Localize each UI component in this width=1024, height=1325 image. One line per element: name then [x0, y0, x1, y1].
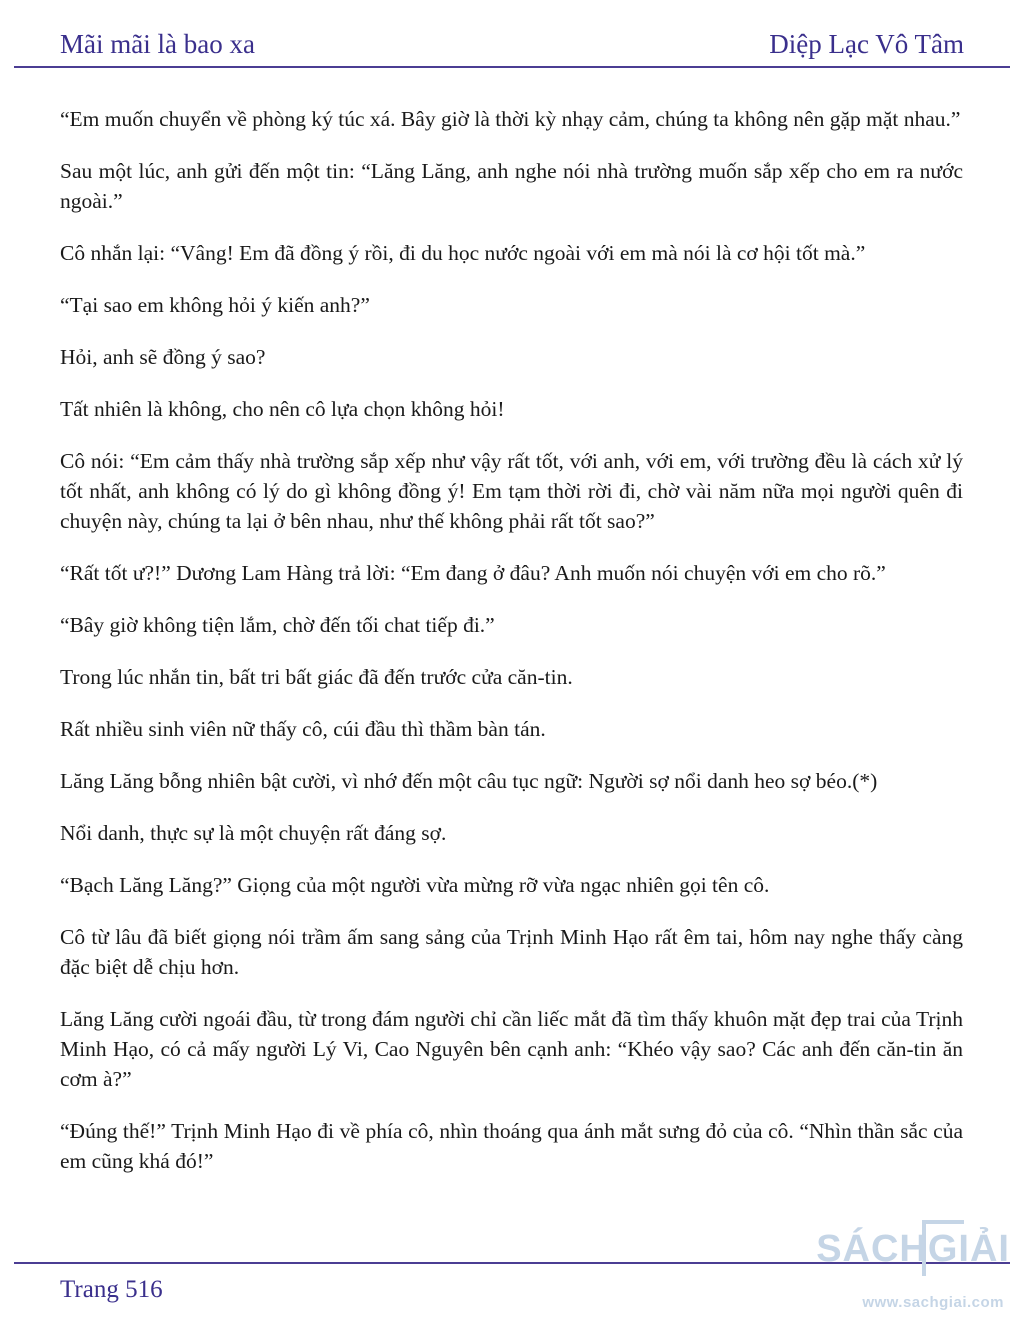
book-title: Mãi mãi là bao xa: [60, 29, 255, 59]
watermark-logo: [816, 1218, 1016, 1318]
paragraph: “Rất tốt ư?!” Dương Lam Hàng trả lời: “Em đang ở đâu? Anh muốn nói chuyện với em cho rõ.”: [60, 561, 886, 585]
paragraph: Sau một lúc, anh gửi đến một tin: “Lăng Lăng, anh nghe nói nhà trường muốn sắp xếp cho em ra nước ngoài.”: [60, 159, 963, 213]
paragraph: Nổi danh, thực sự là một chuyện rất đáng sợ.: [60, 821, 447, 845]
paragraph: Lăng Lăng cười ngoái đầu, từ trong đám người chỉ cần liếc mắt đã tìm thấy khuôn mặt đẹp trai của Trịnh Minh Hạo, có cả mấy người Lý Vi, Cao Nguyên bên cạnh anh: “Khéo vậy sao? Các anh đến căn-tin ăn cơm à?”: [60, 1007, 963, 1091]
page-header: [14, 22, 1010, 68]
paragraph: “Đúng thế!” Trịnh Minh Hạo đi về phía cô, nhìn thoáng qua ánh mắt sưng đỏ của cô. “Nhìn thần sắc của em cũng khá đó!”: [60, 1119, 963, 1173]
page-number: Trang 516: [60, 1276, 163, 1303]
book-author: Diệp Lạc Vô Tâm: [769, 29, 964, 59]
watermark-logo-text: SÁCHGIẢI: [816, 1228, 1010, 1270]
paragraph: “Em muốn chuyển về phòng ký túc xá. Bây giờ là thời kỳ nhạy cảm, chúng ta không nên gặp mặt nhau.”: [60, 107, 961, 131]
watermark-url: www.sachgiai.com: [862, 1294, 1004, 1311]
paragraph: Cô nhắn lại: “Vâng! Em đã đồng ý rồi, đi du học nước ngoài với em mà nói là cơ hội tốt mà.”: [60, 241, 866, 265]
paragraph: Cô nói: “Em cảm thấy nhà trường sắp xếp như vậy rất tốt, với anh, với em, với trường đều là cách xử lý tốt nhất, anh không có lý do gì không đồng ý! Em tạm thời rời đi, chờ vài năm nữa mọi người quên đi chuyện này, chúng ta lại ở bên nhau, như thế không phải rất tốt sao?”: [60, 449, 963, 533]
paragraph: Cô từ lâu đã biết giọng nói trầm ấm sang sảng của Trịnh Minh Hạo rất êm tai, hôm nay nghe thấy càng đặc biệt dễ chịu hơn.: [60, 925, 963, 979]
paragraph: “Tại sao em không hỏi ý kiến anh?”: [60, 293, 370, 317]
paragraph: Trong lúc nhắn tin, bất tri bất giác đã đến trước cửa căn-tin.: [60, 665, 573, 689]
paragraph: “Bạch Lăng Lăng?” Giọng của một người vừa mừng rỡ vừa ngạc nhiên gọi tên cô.: [60, 873, 770, 897]
paragraph: Hỏi, anh sẽ đồng ý sao?: [60, 345, 266, 369]
paragraph: Rất nhiều sinh viên nữ thấy cô, cúi đầu thì thầm bàn tán.: [60, 717, 546, 741]
paragraph: “Bây giờ không tiện lắm, chờ đến tối chat tiếp đi.”: [60, 613, 495, 637]
paragraph: Lăng Lăng bỗng nhiên bật cười, vì nhớ đến một câu tục ngữ: Người sợ nổi danh heo sợ béo.(*): [60, 769, 878, 793]
paragraph: Tất nhiên là không, cho nên cô lựa chọn không hỏi!: [60, 397, 505, 421]
page-body: [60, 104, 963, 1198]
